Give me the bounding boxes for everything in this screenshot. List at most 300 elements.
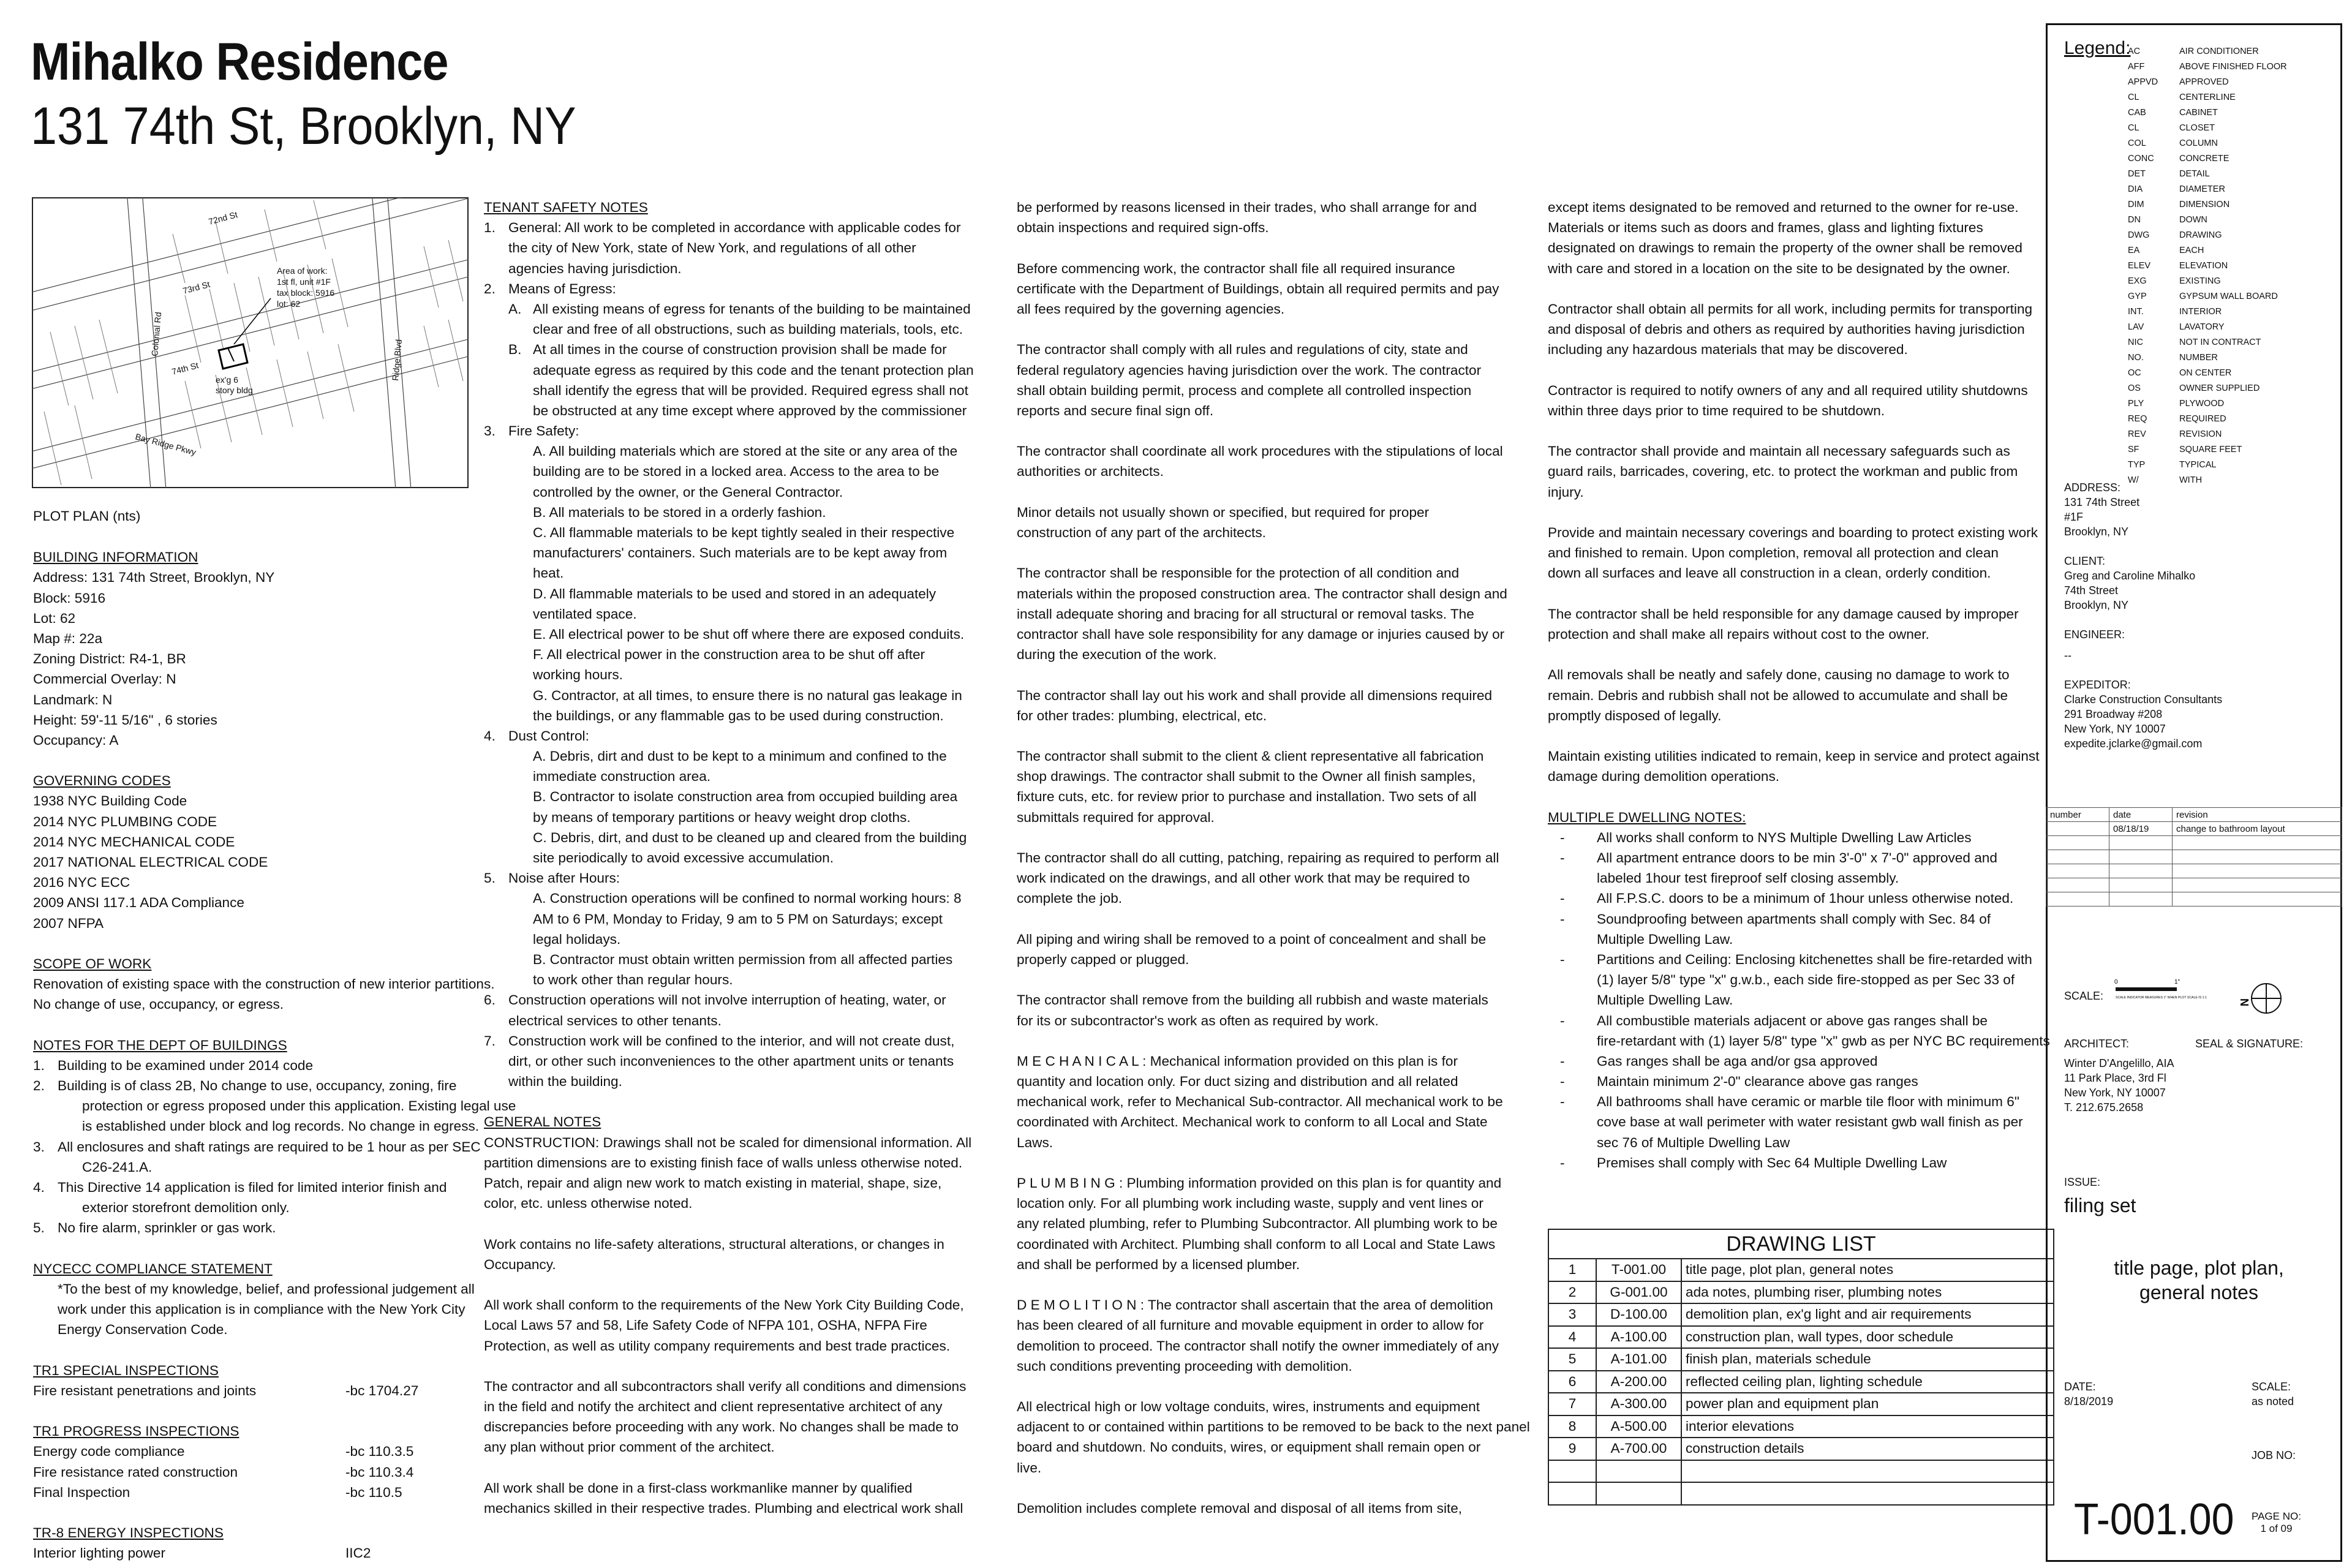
note-line: [484, 970, 968, 990]
note-text: TR1 SPECIAL INSPECTIONS: [33, 1362, 219, 1378]
note-number: 4.: [484, 728, 496, 744]
note-text: The contractor shall be held responsible for any damage caused by improper: [1548, 606, 2019, 622]
note-text: All combustible materials adjacent or above gas ranges shall be: [1597, 1012, 1988, 1028]
legend-meaning: AIR CONDITIONER: [2179, 47, 2259, 56]
drawing-n: 5: [1548, 1348, 1596, 1371]
note-text: B. Contractor to isolate construction area from occupied building area: [533, 789, 958, 805]
note-text: 2016 NYC ECC: [33, 875, 130, 891]
note-number: 3.: [33, 1139, 45, 1155]
north-arrow-icon: [2236, 980, 2285, 1017]
note-line: [484, 726, 968, 746]
legend-abbr: DN: [2128, 215, 2141, 225]
scale-bar: [2113, 976, 2207, 1013]
legend-abbr: SF: [2128, 445, 2139, 454]
note-line: [484, 380, 968, 401]
legend-abbr: DET: [2128, 169, 2146, 179]
note-text: AM to 6 PM, Monday to Friday, 9 am to 5 PM on Saturdays; except: [533, 911, 943, 927]
drawing-code: A-500.00: [1596, 1415, 1681, 1438]
seal-label: SEAL & SIGNATURE:: [2195, 1038, 2304, 1050]
note-line: [33, 812, 462, 832]
address-line: 131 74th Street: [2064, 496, 2140, 508]
note-line: [1548, 1071, 2038, 1091]
note-line: [1017, 238, 1507, 258]
note-text: shall obtain building permit, process and complete all controlled inspection: [1017, 382, 1472, 398]
note-number: -: [1560, 951, 1565, 967]
note-line: [1017, 563, 1507, 583]
note-line: [1017, 1112, 1507, 1132]
note-line: [1017, 1356, 1507, 1376]
note-line: [1017, 726, 1507, 746]
note-text: Fire resistance rated construction: [33, 1464, 238, 1480]
expeditor-label: EXPEDITOR:: [2064, 679, 2131, 691]
note-text: immediate construction area.: [533, 769, 711, 785]
architect-line: 11 Park Place, 3rd Fl: [2064, 1072, 2166, 1084]
legend-abbr: W/: [2128, 475, 2139, 485]
drawing-desc: ada notes, plumbing riser, plumbing notes: [1681, 1281, 2054, 1304]
note-line: [1548, 990, 2038, 1010]
inspection-code: -bc 110.5: [345, 1484, 402, 1500]
note-text: including any hazardous materials that may be discovered.: [1548, 342, 1908, 358]
architect-label: ARCHITECT:: [2064, 1038, 2130, 1050]
legend-meaning: TYPICAL: [2179, 460, 2217, 470]
note-line: [1548, 726, 2038, 746]
plot-plan-caption: PLOT PLAN (nts): [33, 508, 141, 524]
note-line: [484, 868, 968, 888]
note-line: [484, 706, 968, 726]
note-line: [33, 1076, 462, 1096]
note-text: and shall be performed by a licensed plumber.: [1017, 1256, 1300, 1272]
bldg-label-2: story bldg: [216, 385, 253, 395]
note-text: C26-241.A.: [82, 1159, 153, 1175]
note-line: [1548, 238, 2038, 258]
legend-meaning: ABOVE FINISHED FLOOR: [2179, 62, 2287, 72]
note-line: [484, 522, 968, 543]
note-text: TR-8 ENERGY INSPECTIONS: [33, 1525, 224, 1541]
note-text: injury.: [1548, 484, 1584, 500]
note-line: [1548, 786, 2038, 807]
note-text: Means of Egress:: [508, 281, 616, 296]
note-text: Soundproofing between apartments shall comply with Sec. 84 of: [1597, 911, 1991, 927]
legend-meaning: SQUARE FEET: [2179, 445, 2242, 454]
note-text: Before commencing work, the contractor shall file all required insurance: [1017, 260, 1455, 276]
note-text: All bathrooms shall have ceramic or marble tile floor with minimum 6": [1597, 1094, 2019, 1110]
note-text: Contractor is required to notify owners of any and all required utility shutdowns: [1548, 382, 2028, 398]
note-line: [484, 1458, 968, 1478]
note-line: [484, 990, 968, 1010]
note-text: The contractor shall coordinate all work procedures with the stipulations of local: [1017, 443, 1503, 459]
note-line: [1017, 502, 1507, 522]
note-text: *To the best of my knowledge, belief, and professional judgement all: [58, 1281, 475, 1297]
note-line: [1017, 1193, 1507, 1213]
note-text: SCOPE OF WORK: [33, 956, 152, 971]
drawing-n: 8: [1548, 1415, 1596, 1438]
note-line: [33, 1441, 462, 1461]
note-text: to work other than regular hours.: [533, 972, 733, 988]
drawing-list-row: [1548, 1326, 2054, 1349]
note-number: A.: [508, 301, 522, 317]
note-number: 5.: [33, 1220, 45, 1236]
legend-abbr: PLY: [2128, 399, 2144, 409]
note-line: [1017, 665, 1507, 685]
note-text: heat.: [533, 565, 564, 581]
drawing-n: 7: [1548, 1393, 1596, 1415]
note-number: 1.: [33, 1057, 45, 1073]
note-text: GENERAL NOTES: [484, 1114, 601, 1130]
note-text: Renovation of existing space with the construction of new interior partitions.: [33, 976, 495, 992]
note-line: [484, 1275, 968, 1295]
note-text: Block: 5916: [33, 590, 106, 606]
note-line: [33, 1381, 462, 1401]
note-number: 2.: [33, 1078, 45, 1094]
note-text: D E M O L I T I O N : The contractor shall ascertain that the area of demolition: [1017, 1297, 1493, 1313]
note-text: labeled 1hour test fireproof self closing assembly.: [1597, 870, 1899, 886]
note-line: [1548, 706, 2038, 726]
note-text: The contractor shall lay out his work and shall provide all dimensions required: [1017, 687, 1493, 703]
note-number: 6.: [484, 992, 496, 1008]
note-line: [484, 746, 968, 766]
note-number: 3.: [484, 423, 496, 439]
note-text: All work shall conform to the requirements of the New York City Building Code,: [484, 1297, 964, 1313]
note-line: [1548, 868, 2038, 888]
note-line: [484, 1112, 968, 1132]
building-info-column: [33, 527, 516, 1564]
note-line: [484, 421, 968, 441]
note-line: [484, 1498, 968, 1518]
note-text: P L U M B I N G : Plumbing information provided on this plan is for quantity and: [1017, 1175, 1502, 1191]
note-text: The contractor and all subcontractors shall verify all conditions and dimensions: [484, 1378, 967, 1394]
issue-value: filing set: [2064, 1194, 2136, 1216]
note-line: [1017, 1417, 1530, 1437]
note-text: TENANT SAFETY NOTES: [484, 200, 648, 215]
note-text: the buildings, or any flammable gas to be used during construction.: [533, 707, 944, 723]
note-line: [1017, 949, 1507, 970]
legend-abbr: NO.: [2128, 353, 2144, 363]
note-text: MULTIPLE DWELLING NOTES:: [1548, 809, 1746, 825]
note-text: adjacent to or contained within partitions to be removed to be back to the next panel: [1017, 1419, 1530, 1435]
note-number: -: [1560, 1074, 1565, 1090]
note-text: be performed by reasons licensed in their trades, who shall arrange for and: [1017, 200, 1477, 215]
note-line: [33, 791, 462, 811]
note-number: -: [1560, 1053, 1565, 1069]
note-text: The contractor shall provide and maintain all necessary safeguards such as: [1548, 443, 2010, 459]
page-value: 1 of 09: [2260, 1523, 2293, 1534]
note-text: in the field and notify the architect and client representative architect of any: [484, 1399, 943, 1415]
drawing-desc: title page, plot plan, general notes: [1681, 1259, 2054, 1281]
note-line: [484, 238, 968, 258]
rev-cell: 08/18/19: [2109, 822, 2173, 836]
note-text: Local Laws 57 and 58, Life Safety Code of NFPA 101, OSHA, NFPA Fire: [484, 1317, 927, 1333]
note-text: promptly disposed of legally.: [1548, 707, 1722, 723]
scale2-label: SCALE:: [2252, 1381, 2291, 1393]
revision-table: [2046, 807, 2342, 907]
note-line: [33, 608, 462, 628]
area-label-4: lot: 62: [277, 299, 301, 309]
legend-abbr: REQ: [2128, 414, 2147, 424]
note-text: F. All electrical power in the construction area to be shut off after: [533, 647, 925, 663]
legend: [2064, 38, 2130, 59]
note-text: within the building.: [508, 1074, 622, 1090]
note-line: [33, 1462, 462, 1482]
rev-header-revision: revision: [2173, 808, 2342, 822]
legend-abbr: NIC: [2128, 337, 2143, 347]
note-line: [1017, 1051, 1507, 1071]
address-line: #1F: [2064, 511, 2084, 523]
note-line: [1017, 624, 1507, 644]
note-line: [484, 1356, 968, 1376]
legend-meaning: NOT IN CONTRACT: [2179, 337, 2261, 347]
note-line: [1017, 990, 1507, 1010]
note-line: [1017, 786, 1507, 807]
drawing-list-row: [1548, 1259, 2054, 1281]
note-line: [1017, 401, 1507, 421]
drawing-list-row: [1548, 1438, 2054, 1460]
legend-meaning: INTERIOR: [2179, 307, 2222, 317]
note-line: [1017, 827, 1507, 848]
note-text: General: All work to be completed in accordance with applicable codes for: [508, 220, 961, 236]
legend-meaning: CENTERLINE: [2179, 92, 2236, 102]
note-line: [1017, 766, 1507, 786]
note-line: [1017, 522, 1507, 543]
note-line: [484, 1417, 968, 1437]
note-line: [1548, 522, 2038, 543]
note-line: [484, 584, 968, 604]
note-line: [33, 832, 462, 852]
note-line: [33, 933, 462, 954]
note-line: [1017, 1336, 1507, 1356]
note-line: [484, 604, 968, 624]
expeditor-line: New York, NY 10007: [2064, 723, 2166, 735]
legend-meaning: DIMENSION: [2179, 200, 2230, 209]
note-text: A. Construction operations will be confined to normal working hours: 8: [533, 891, 962, 907]
expeditor-line: 291 Broadway #208: [2064, 708, 2163, 720]
note-line: [1017, 970, 1507, 990]
note-text: Map #: 22a: [33, 630, 103, 646]
note-line: [1017, 339, 1507, 360]
note-text: All existing means of egress for tenants of the building to be maintained: [533, 301, 971, 317]
legend-abbr: DWG: [2128, 230, 2150, 240]
note-line: [33, 1096, 516, 1116]
note-line: [1017, 604, 1507, 624]
note-text: within three days prior to time required to be shutdown.: [1548, 402, 1885, 418]
note-line: [484, 339, 968, 360]
note-text: Contractor shall obtain all permits for all work, including permits for transporting: [1548, 301, 2033, 317]
legend-abbr: INT.: [2128, 307, 2144, 317]
note-line: [33, 750, 462, 771]
note-text: B. All materials to be stored in a orderly fashion.: [533, 504, 826, 520]
note-line: [1548, 502, 2038, 522]
note-text: Patch, repair and align new work to match existing in material, shape, size,: [484, 1175, 942, 1191]
note-text: and disposal of debris and others as required by authorities having jurisdiction: [1548, 322, 2025, 337]
note-line: [33, 1259, 462, 1279]
note-text: down all surfaces and leave all construction in a clean, orderly condition.: [1548, 565, 1991, 581]
inspection-code: -bc 110.3.5: [345, 1444, 414, 1460]
note-text: coordinated with Architect. Mechanical work to conform to all Local and State: [1017, 1114, 1488, 1130]
note-line: [1017, 746, 1507, 766]
note-line: [1017, 319, 1507, 339]
architect-line: Winter D'Angelillo, AIA: [2064, 1057, 2174, 1069]
note-line: [1548, 401, 2038, 421]
legend-abbr: LAV: [2128, 322, 2144, 332]
note-line: [1548, 685, 2038, 706]
legend-abbr: OS: [2128, 383, 2141, 393]
note-line: [1017, 644, 1507, 665]
note-text: C. All flammable materials to be kept tightly sealed in their respective: [533, 525, 955, 540]
scale2-value: as noted: [2252, 1395, 2294, 1408]
note-line: [33, 567, 462, 587]
note-line: [1017, 1254, 1507, 1275]
project-address: 131 74th St, Brooklyn, NY: [31, 97, 576, 156]
drawing-n: 3: [1548, 1303, 1596, 1326]
note-text: No change of use, occupancy, or egress.: [33, 997, 284, 1012]
legend-abbr: EXG: [2128, 276, 2147, 286]
note-text: D. All flammable materials to be used and stored in an adequately: [533, 586, 937, 601]
note-line: [1548, 380, 2038, 401]
note-line: [1017, 421, 1507, 441]
note-line: [1548, 644, 2038, 665]
note-text: Gas ranges shall be aga and/or gsa approved: [1597, 1053, 1878, 1069]
note-text: ventilated space.: [533, 606, 637, 622]
scale-label: SCALE:: [2064, 990, 2104, 1002]
note-text: Final Inspection: [33, 1484, 130, 1500]
note-text: site periodically to avoid excessive accumulation.: [533, 850, 834, 865]
note-line: [1017, 909, 1507, 929]
note-line: [484, 1193, 968, 1213]
note-number: B.: [508, 342, 522, 358]
street-label-72nd: 72nd St: [207, 209, 239, 227]
note-line: [1548, 319, 2038, 339]
note-text: 2007 NFPA: [33, 915, 104, 931]
legend-meaning: EACH: [2179, 246, 2204, 255]
note-text: 1938 NYC Building Code: [33, 793, 187, 809]
note-text: Construction work will be confined to the interior, and will not create dust,: [508, 1033, 955, 1049]
rev-header-number: number: [2046, 808, 2109, 822]
legend-meaning: DRAWING: [2179, 230, 2222, 240]
note-text: coordinated with Architect. Plumbing shall conform to all Local and State Laws: [1017, 1236, 1496, 1252]
note-text: be obstructed at any time except where approved by the commissioner: [533, 402, 967, 418]
note-text: is established under block and log records. No change in egress.: [82, 1118, 480, 1134]
legend-abbr: TYP: [2128, 460, 2146, 470]
note-text: remain. Debris and rubbish shall not be allowed to accumulate and shall be: [1548, 687, 2008, 703]
legend-meaning: REQUIRED: [2179, 414, 2226, 424]
drawing-list-row: [1548, 1371, 2054, 1393]
inspection-code: -bc 1704.27: [345, 1382, 419, 1398]
legend-meaning: APPROVED: [2179, 77, 2229, 87]
note-line: [484, 279, 968, 299]
note-text: Landmark: N: [33, 692, 113, 707]
legend-title: Legend:: [2064, 38, 2131, 58]
note-line: [1548, 848, 2038, 868]
drawing-code: D-100.00: [1596, 1303, 1681, 1326]
note-text: during the execution of the work.: [1017, 647, 1217, 663]
note-line: [1548, 827, 2038, 848]
legend-meaning: COLUMN: [2179, 138, 2218, 148]
note-line: [484, 1478, 968, 1498]
drawing-list-title: DRAWING LIST: [1548, 1229, 2054, 1259]
note-text: Minor details not usually shown or specified, but required for proper: [1017, 504, 1430, 520]
note-line: [1548, 665, 2038, 685]
note-line: [1548, 217, 2038, 238]
note-text: Building is of class 2B, No change to use, occupancy, zoning, fire: [58, 1078, 457, 1094]
note-line: [1548, 197, 2038, 217]
note-line: [1548, 888, 2038, 908]
note-line: [1017, 1031, 1507, 1051]
sheet-number: T-001.00: [2074, 1495, 2234, 1544]
note-text: Laws.: [1017, 1134, 1054, 1150]
note-line: [33, 913, 462, 933]
note-line: [1017, 1133, 1507, 1153]
note-line: [33, 1319, 462, 1340]
note-line: [33, 1015, 462, 1035]
note-number: -: [1560, 1155, 1565, 1170]
note-line: [1017, 1091, 1507, 1112]
note-line: [484, 624, 968, 644]
note-line: [1548, 1031, 2050, 1051]
note-line: [1548, 807, 2038, 827]
note-text: NYCECC COMPLIANCE STATEMENT: [33, 1261, 273, 1276]
note-line: [484, 563, 968, 583]
note-line: [1548, 1011, 2038, 1031]
note-text: TR1 PROGRESS INSPECTIONS: [33, 1423, 239, 1439]
expeditor-line: Clarke Construction Consultants: [2064, 693, 2223, 706]
sheet-title-line: general notes: [2139, 1281, 2258, 1303]
note-line: [33, 1116, 480, 1136]
note-line: [484, 258, 968, 279]
note-line: [33, 974, 495, 994]
note-text: The contractor shall comply with all rules and regulations of city, state and: [1017, 342, 1468, 358]
note-line: [1017, 1234, 1507, 1254]
note-text: The contractor shall remove from the building all rubbish and waste materials: [1017, 992, 1488, 1008]
note-line: [484, 949, 968, 970]
legend-abbr: CL: [2128, 123, 2139, 133]
note-text: A. Debris, dirt and dust to be kept to a minimum and confined to the: [533, 748, 947, 764]
note-line: [1548, 949, 2038, 970]
note-line: [33, 1157, 462, 1177]
note-text: Materials or items such as doors and frames, glass and lighting fixtures: [1548, 220, 1983, 236]
note-line: [1548, 563, 2038, 583]
note-line: [1548, 1091, 2038, 1112]
note-line: [33, 690, 462, 710]
note-line: [1017, 929, 1507, 949]
note-line: [1017, 482, 1507, 502]
note-number: -: [1560, 829, 1565, 845]
drawing-n: 1: [1548, 1259, 1596, 1281]
note-line: [33, 527, 462, 547]
note-text: All removals shall be neatly and safely done, causing no damage to work to: [1548, 667, 2010, 683]
note-text: all fees required by the governing agencies.: [1017, 301, 1285, 317]
note-text: Multiple Dwelling Law.: [1597, 931, 1733, 947]
note-text: legal holidays.: [533, 931, 621, 947]
engineer-label: ENGINEER:: [2064, 628, 2125, 641]
note-text: reports and secure final sign off.: [1017, 402, 1214, 418]
note-line: [1017, 888, 1507, 908]
note-text: Address: 131 74th Street, Brooklyn, NY: [33, 570, 275, 586]
note-line: [33, 730, 462, 750]
drawing-code: A-101.00: [1596, 1348, 1681, 1371]
note-text: At all times in the course of construction provision shall be made for: [533, 342, 947, 358]
note-number: -: [1560, 850, 1565, 865]
note-text: Energy code compliance: [33, 1444, 185, 1460]
note-line: [484, 217, 968, 238]
note-line: [1017, 461, 1507, 481]
note-line: [1017, 706, 1507, 726]
area-label-2: 1st fl, unit #1F: [277, 277, 331, 287]
note-text: A. All building materials which are stored at the site or any area of the: [533, 443, 958, 459]
note-text: Height: 59'-11 5/16" , 6 stories: [33, 712, 217, 728]
note-number: 2.: [484, 281, 496, 296]
legend-abbr: APPVD: [2128, 77, 2158, 87]
drawing-n: 9: [1548, 1438, 1596, 1460]
scale-note: SCALE INDICATOR MEASURES 1" WHEN PLOT SCALE IS 1:1: [2116, 996, 2207, 1000]
